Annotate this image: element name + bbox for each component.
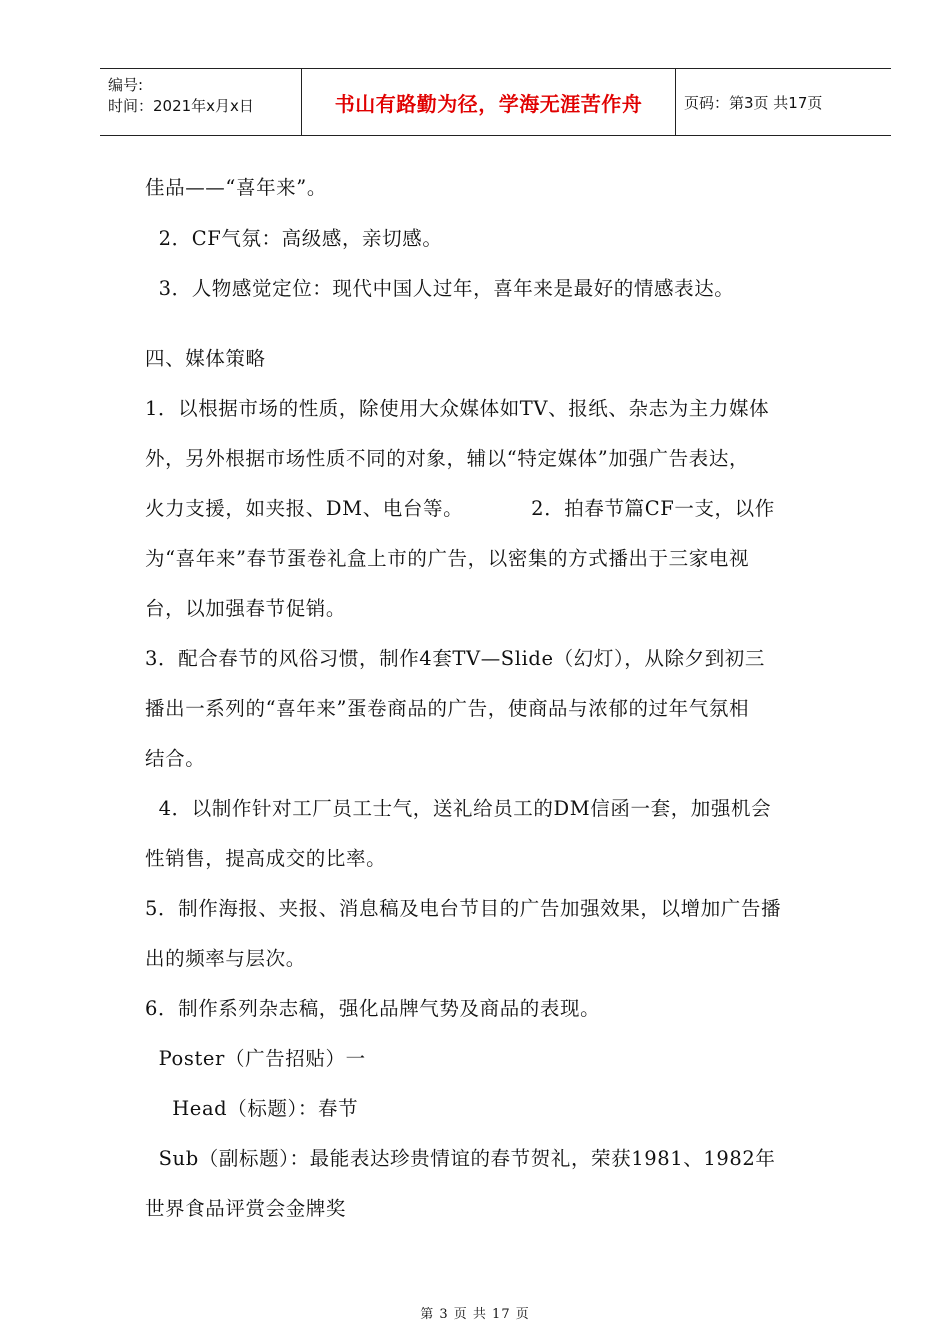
body-line: Sub（副标题）：最能表达珍贵情谊的春节贺礼，荣获1981、1982年: [145, 1147, 776, 1170]
body-line: 3．人物感觉定位：现代中国人过年，喜年来是最好的情感表达。: [145, 277, 735, 300]
body-line: 火力支援，如夹报、DM、电台等。 2．拍春节篇CF一支，以作: [145, 497, 775, 520]
body-line: 世界食品评赏会金牌奖: [145, 1197, 347, 1220]
document-number-label: 编号:: [108, 76, 144, 94]
body-line: 台，以加强春节促销。: [145, 597, 347, 620]
page-header: [100, 68, 891, 136]
body-line: 外，另外根据市场性质不同的对象，辅以“特定媒体”加强广告表达，: [145, 447, 750, 470]
body-line: 为“喜年来”春节蛋卷礼盒上市的广告，以密集的方式播出于三家电视: [145, 547, 750, 570]
body-line: 6．制作系列杂志稿，强化品牌气势及商品的表现。: [145, 997, 601, 1020]
body-line: 播出一系列的“喜年来”蛋卷商品的广告，使商品与浓郁的过年气氛相: [145, 697, 750, 720]
body-line: 2．CF气氛：高级感，亲切感。: [145, 227, 443, 250]
body-line: 出的频率与层次。: [145, 947, 306, 970]
body-line: 1．以根据市场的性质，除使用大众媒体如TV、报纸、杂志为主力媒体: [145, 397, 770, 420]
body-line: 5．制作海报、夹报、消息稿及电台节目的广告加强效果，以增加广告播: [145, 897, 782, 920]
header-motto: 书山有路勤为径，学海无涯苦作舟: [302, 69, 676, 135]
body-line: 3．配合春节的风俗习惯，制作4套TV—Slide（幻灯），从除夕到初三: [145, 647, 766, 670]
body-line: 性销售，提高成交的比率。: [145, 847, 387, 870]
header-page-number: 页码：第3页 共17页: [684, 93, 823, 112]
section-heading: 四、媒体策略: [145, 347, 266, 370]
document-time-label: 时间：2021年x月x日: [108, 97, 254, 115]
header-meta: [100, 69, 302, 135]
body-line: Head（标题）：春节: [145, 1097, 359, 1120]
page-footer: 第 3 页 共 17 页: [420, 1307, 530, 1322]
body-line: 佳品——“喜年来”。: [145, 176, 327, 199]
body-line: 结合。: [145, 747, 206, 770]
body-line: 4．以制作针对工厂员工士气，送礼给员工的DM信函一套，加强机会: [145, 797, 772, 820]
body-line: Poster（广告招贴）一: [145, 1047, 366, 1070]
